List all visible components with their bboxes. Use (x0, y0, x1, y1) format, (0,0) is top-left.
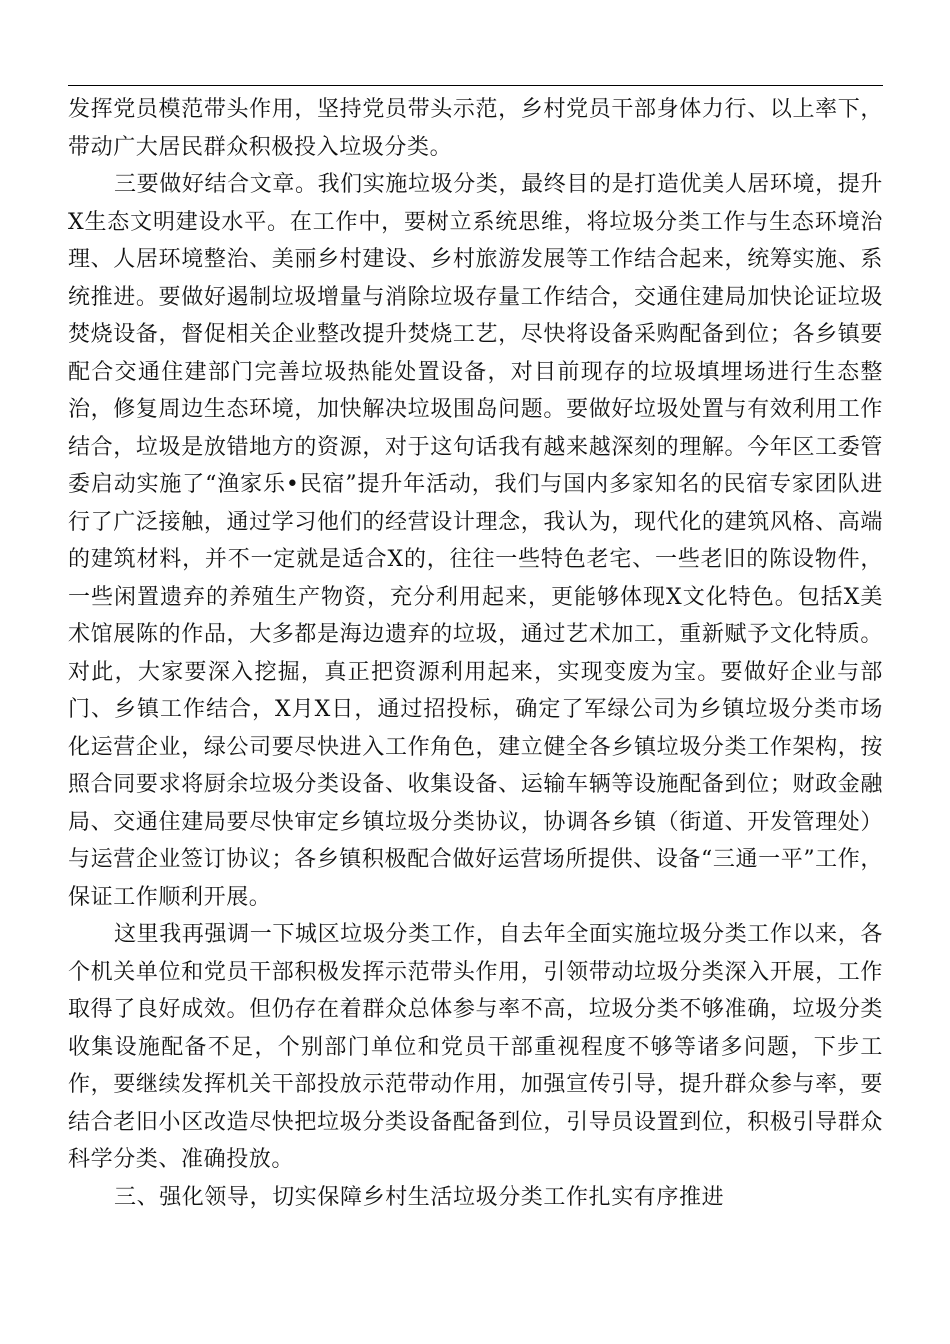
section-heading-three: 三、强化领导，切实保障乡村生活垃圾分类工作扎实有序推进 (114, 1184, 725, 1210)
paragraph-continued: 发挥党员模范带头作用，坚持党员带头示范，乡村党员干部身体力行、以上率下，带动广大居民群众积极投入垃圾分类。 (68, 97, 883, 160)
paragraph-urban-emphasis: 这里我再强调一下城区垃圾分类工作，自去年全面实施垃圾分类工作以来，各个机关单位和党员干部积极发挥示范带头作用，引领带动垃圾分类深入开展，工作取得了良好成效。但仍存在着群众总体参与率不高，垃圾分类不够准确，垃圾分类收集设施配备不足，个别部门单位和党员干部重视程度不够等诸多问题，下步工作，要继续发挥机关干部投放示范带动作用，加强宣传引导，提升群众参与率，要结合老旧小区改造尽快把垃圾分类设备配备到位，引导员设置到位，积极引导群众科学分类、准确投放。 (68, 922, 883, 1172)
document-body (68, 91, 883, 1216)
header-rule (68, 85, 883, 86)
paragraph-third-point: 三要做好结合文章。我们实施垃圾分类，最终目的是打造优美人居环境，提升X生态文明建设水平。在工作中，要树立系统思维，将垃圾分类工作与生态环境治理、人居环境整治、美丽乡村建设、乡村旅游发展等工作结合起来，统筹实施、系统推进。要做好遏制垃圾增量与消除垃圾存量工作结合，交通住建局加快论证垃圾焚烧设备，督促相关企业整改提升焚烧工艺，尽快将设备采购配备到位；各乡镇要配合交通住建部门完善垃圾热能处置设备，对目前现存的垃圾填埋场进行生态整治，修复周边生态环境，加快解决垃圾围岛问题。要做好垃圾处置与有效利用工作结合，垃圾是放错地方的资源，对于这句话我有越来越深刻的理解。今年区工委管委启动实施了“渔家乐•民宿”提升年活动，我们与国内多家知名的民宿专家团队进行了广泛接触，通过学习他们的经营设计理念，我认为，现代化的建筑风格、高端的建筑材料，并不一定就是适合X的，往往一些特色老宅、一些老旧的陈设物件，一些闲置遗弃的养殖生产物资，充分利用起来，更能够体现X文化特色。包括X美术馆展陈的作品，大多都是海边遗弃的垃圾，通过艺术加工，重新赋予文化特质。对此，大家要深入挖掘，真正把资源利用起来，实现变废为宝。要做好企业与部门、乡镇工作结合，X月X日，通过招投标，确定了军绿公司为乡镇垃圾分类市场化运营企业，绿公司要尽快进入工作角色，建立健全各乡镇垃圾分类工作架构，按照合同要求将厨余垃圾分类设备、收集设备、运输车辆等设施配备到位；财政金融局、交通住建局要尽快审定乡镇垃圾分类协议，协调各乡镇（街道、开发管理处）与运营企业签订协议；各乡镇积极配合做好运营场所提供、设备“三通一平”工作，保证工作顺利开展。 (68, 172, 883, 910)
